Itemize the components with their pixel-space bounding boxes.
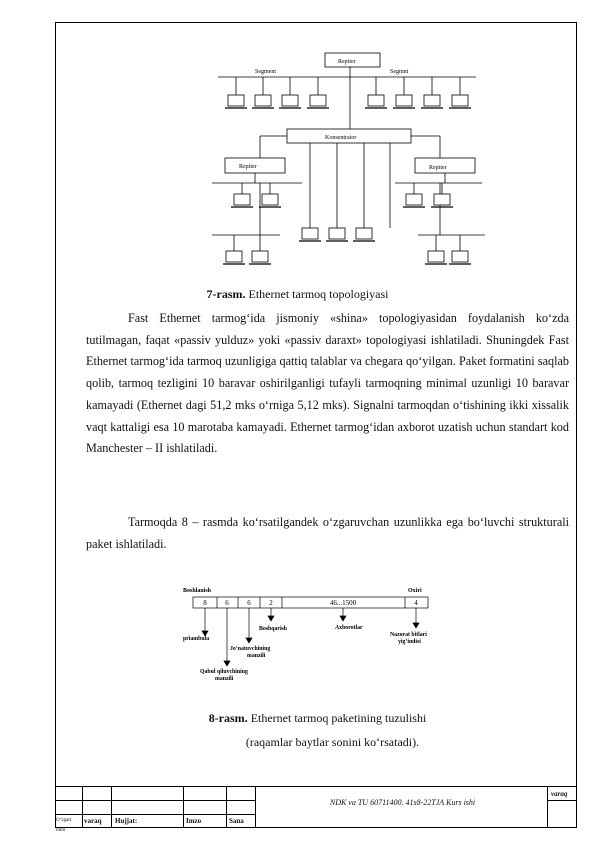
figure-7-title: Ethernet tarmoq topologiyasi — [245, 287, 389, 301]
qabul-label-1: Qabul qiluvchining — [200, 669, 248, 675]
computer-icon — [225, 77, 247, 108]
qabul-label-2: manzili — [215, 676, 234, 682]
axborotlar-label: Axborotlar — [335, 625, 363, 631]
computer-icon — [449, 235, 471, 264]
computer-icon — [421, 77, 443, 108]
computer-icon — [259, 183, 281, 207]
end-label: Oxiri — [408, 588, 422, 594]
cell-control: 2 — [269, 599, 273, 607]
stamp-ozgart: O‘zgart. — [56, 818, 73, 823]
computer-icon — [326, 228, 348, 241]
computer-icon — [231, 183, 253, 207]
computer-icon — [403, 183, 425, 207]
computer-icon — [252, 77, 274, 108]
document-title: NDK va TU 60711400. 41s8-22TJA Kurs ishi — [329, 798, 476, 807]
figure-8-packet-diagram — [175, 583, 455, 688]
computer-icon — [425, 235, 447, 264]
paragraph-1: Fast Ethernet tarmog‘ida jismoniy «shina» topologiyasidan foydalanish ko‘zda tutilmagan, faqat «passiv yulduz» yoki «passiv daraxt» topologiyasi ishlatiladi. Shuningdek Fast Ethernet tarmog‘ida tarmoq uzunligiga qattiq talablar va chegara qo‘yilgan. Paket formatini saqlab qolib, tarmoq tezligini 10 baravar oshirilganligi tufayli tarmoqning minimal uzunligi 10 baravar kamayadi (Ethernet dagi 51,2 mks o‘rniga 5,12 mks). Signalni tarmoqdan o‘tishining ikki xissalik vaqt kattaligi esa 10 marotaba kamayadi. Ethernet tarmog‘idan axborot uzatish uchun standart kod Manchester – II ishlatiladi. — [86, 311, 569, 456]
computer-icon — [249, 235, 271, 264]
title-block — [55, 786, 577, 833]
figure-8-subcaption: (raqamlar baytlar sonini ko‘rsatadi). — [245, 735, 420, 749]
stamp-sana: Sana — [229, 817, 244, 825]
stamp-hujjat: Hujjat: — [115, 817, 138, 825]
computer-icon — [393, 77, 415, 108]
figure-7-number: 7-rasm. — [206, 287, 246, 301]
start-label: Boshlanish — [183, 588, 212, 594]
computer-icon — [449, 77, 471, 108]
computer-icon — [431, 183, 453, 207]
konsentrator-label: Konsentrator — [325, 135, 357, 141]
stamp-imzo: Imzo — [186, 817, 202, 825]
figure-7-topology-diagram — [200, 50, 490, 275]
segment-left-label: Segment — [255, 69, 276, 75]
figure-8-caption — [20, 711, 595, 726]
stamp-varaq: varaq — [84, 817, 102, 825]
repiter-left-label: Repiter — [239, 164, 257, 170]
cell-dest: 6 — [225, 599, 229, 607]
boshqarish-label: Boshqarish — [259, 626, 288, 632]
computer-icon — [279, 77, 301, 108]
stamp-varaq-label: varaq — [551, 790, 568, 798]
computer-icon — [353, 228, 375, 241]
cell-preamble: 8 — [203, 599, 207, 607]
figure-8-number: 8-rasm. — [208, 711, 248, 725]
computer-icon — [365, 77, 387, 108]
computer-icon — [299, 228, 321, 241]
nazorat-label-2: yig‘indisi — [398, 639, 421, 645]
nazorat-label-1: Nazorat bitlari — [390, 632, 427, 638]
repiter-right-label: Repiter — [429, 165, 447, 171]
paragraph-2: Tarmoqda 8 – rasmda ko‘rsatilgandek o‘zgaruvchan uzunlikka ega bo‘luvchi strukturali paket ishlatiladi. — [86, 515, 569, 551]
cell-fcs: 4 — [414, 599, 418, 607]
computer-icon — [307, 77, 329, 108]
segment-right-label: Segmnt — [390, 69, 409, 75]
stamp-bottom: imm — [56, 828, 66, 833]
cell-data: 46...1500 — [329, 599, 357, 607]
figure-8-title: Ethernet tarmoq paketining tuzulishi — [247, 711, 427, 725]
repiter-top-label: Repiter — [338, 59, 356, 65]
figure-7-caption — [0, 287, 595, 302]
cell-src: 6 — [247, 599, 251, 607]
jonatuvchi-label-1: Jo‘natuvchining — [230, 646, 271, 652]
preambula-label: priambula — [183, 636, 210, 642]
computer-icon — [223, 235, 245, 264]
jonatuvchi-label-2: manzili — [247, 653, 266, 659]
